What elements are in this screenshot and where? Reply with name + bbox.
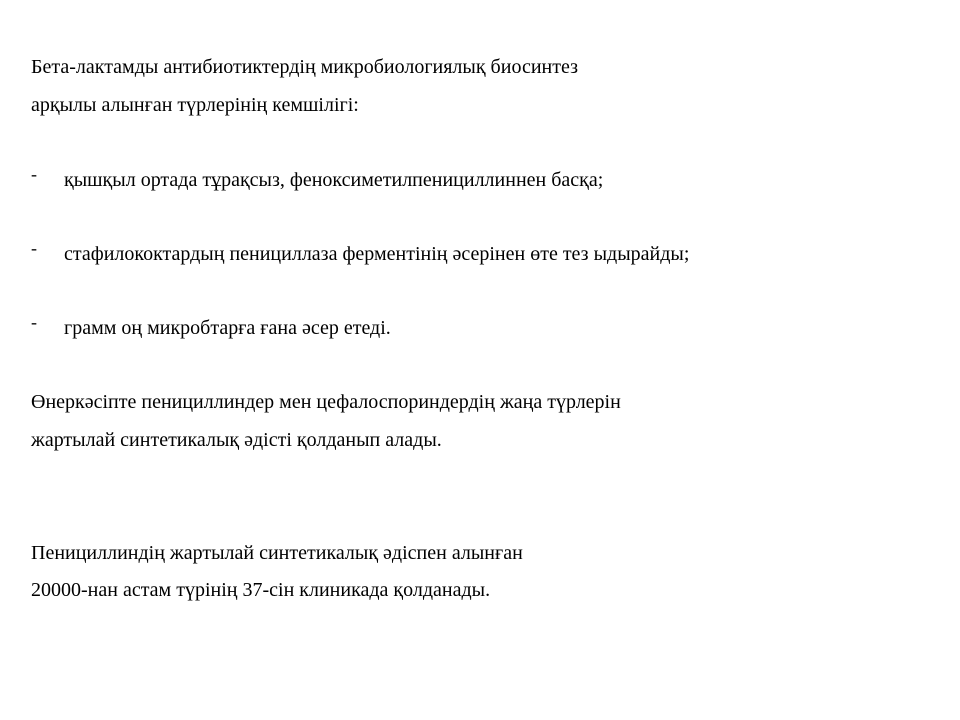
bullet-text-2: стафилококтардың пенициллаза ферментінің әсерінен өте тез ыдырайды; [64,243,690,265]
intro-line-1: Бета-лактамды антибиотиктердің микробиологиялық биосинтез [31,56,578,78]
bullet-text-3: грамм оң микробтарға ғана әсер етеді. [64,317,391,339]
intro-line-2: арқылы алынған түрлерінің кемшілігі: [31,94,359,116]
paragraph3-line-1: Пенициллиндің жартылай синтетикалық әдіспен алынған [31,542,523,564]
bullet-dash: - [31,238,37,258]
bullet-dash: - [31,312,37,332]
paragraph3-line-2: 20000-нан астам түрінің 37-сін клиникада қолданады. [31,579,491,601]
paragraph2-line-2: жартылай синтетикалық әдісті қолданып алады. [31,429,442,451]
bullet-dash: - [31,164,37,184]
paragraph2-line-1: Өнеркәсіпте пенициллиндер мен цефалоспориндердің жаңа түрлерін [31,391,621,413]
bullet-text-1: қышқыл ортада тұрақсыз, феноксиметилпенициллиннен басқа; [64,169,604,191]
